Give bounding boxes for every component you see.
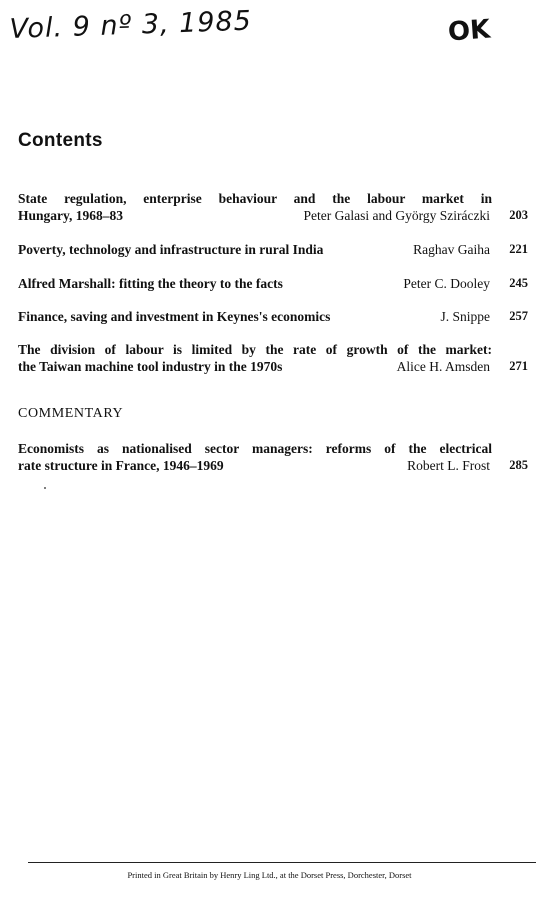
entry-title-line2: rate structure in France, 1946–1969 <box>18 458 224 473</box>
entry-title-line1: The division of labour is limited by the rate of growth of the market: <box>18 342 492 357</box>
printer-imprint: Printed in Great Britain by Henry Ling Ltd., at the Dorset Press, Dorchester, Dorset <box>127 870 412 880</box>
entry-title: Poverty, technology and infrastructure in rural India <box>18 242 324 257</box>
section-label-commentary: COMMENTARY <box>18 406 124 421</box>
entry-title: Finance, saving and investment in Keynes's economics <box>18 309 331 324</box>
entry-author: Robert L. Frost <box>407 458 490 473</box>
entry-page-number: 285 <box>509 458 528 472</box>
contents-entry <box>18 241 530 258</box>
entry-title-line1: State regulation, enterprise behaviour and the labour market in <box>18 191 492 206</box>
handwritten-volume-note: Vol. 9 nº 3, 1985 <box>9 5 253 45</box>
entry-page-number: 271 <box>509 359 528 373</box>
entry-title-line2: Hungary, 1968–83 <box>18 208 124 223</box>
entry-page-number: 245 <box>509 276 528 290</box>
entry-author: J. Snippe <box>440 309 490 324</box>
contents-entry <box>18 341 530 375</box>
entry-title-line2: the Taiwan machine tool industry in the 1970s <box>18 359 283 374</box>
scan-speck <box>44 487 46 489</box>
handwritten-ok-mark: OK <box>447 14 492 48</box>
entry-author: Raghav Gaiha <box>413 242 490 257</box>
entry-author: Alice H. Amsden <box>396 359 490 374</box>
entry-title-line1: Economists as nationalised sector managers: reforms of the electrical <box>18 441 492 456</box>
entry-page-number: 203 <box>509 208 528 222</box>
entry-author: Peter C. Dooley <box>403 276 490 291</box>
page-title: Contents <box>18 130 103 151</box>
entry-author: Peter Galasi and György Sziráczki <box>303 208 490 223</box>
contents-entry <box>18 308 530 325</box>
entry-page-number: 257 <box>509 309 528 323</box>
entry-page-number: 221 <box>509 242 528 256</box>
entry-title: Alfred Marshall: fitting the theory to the facts <box>18 276 283 291</box>
footer-rule <box>28 862 536 863</box>
contents-entry <box>18 275 530 292</box>
contents-entry <box>18 440 530 474</box>
contents-entry <box>18 190 530 224</box>
